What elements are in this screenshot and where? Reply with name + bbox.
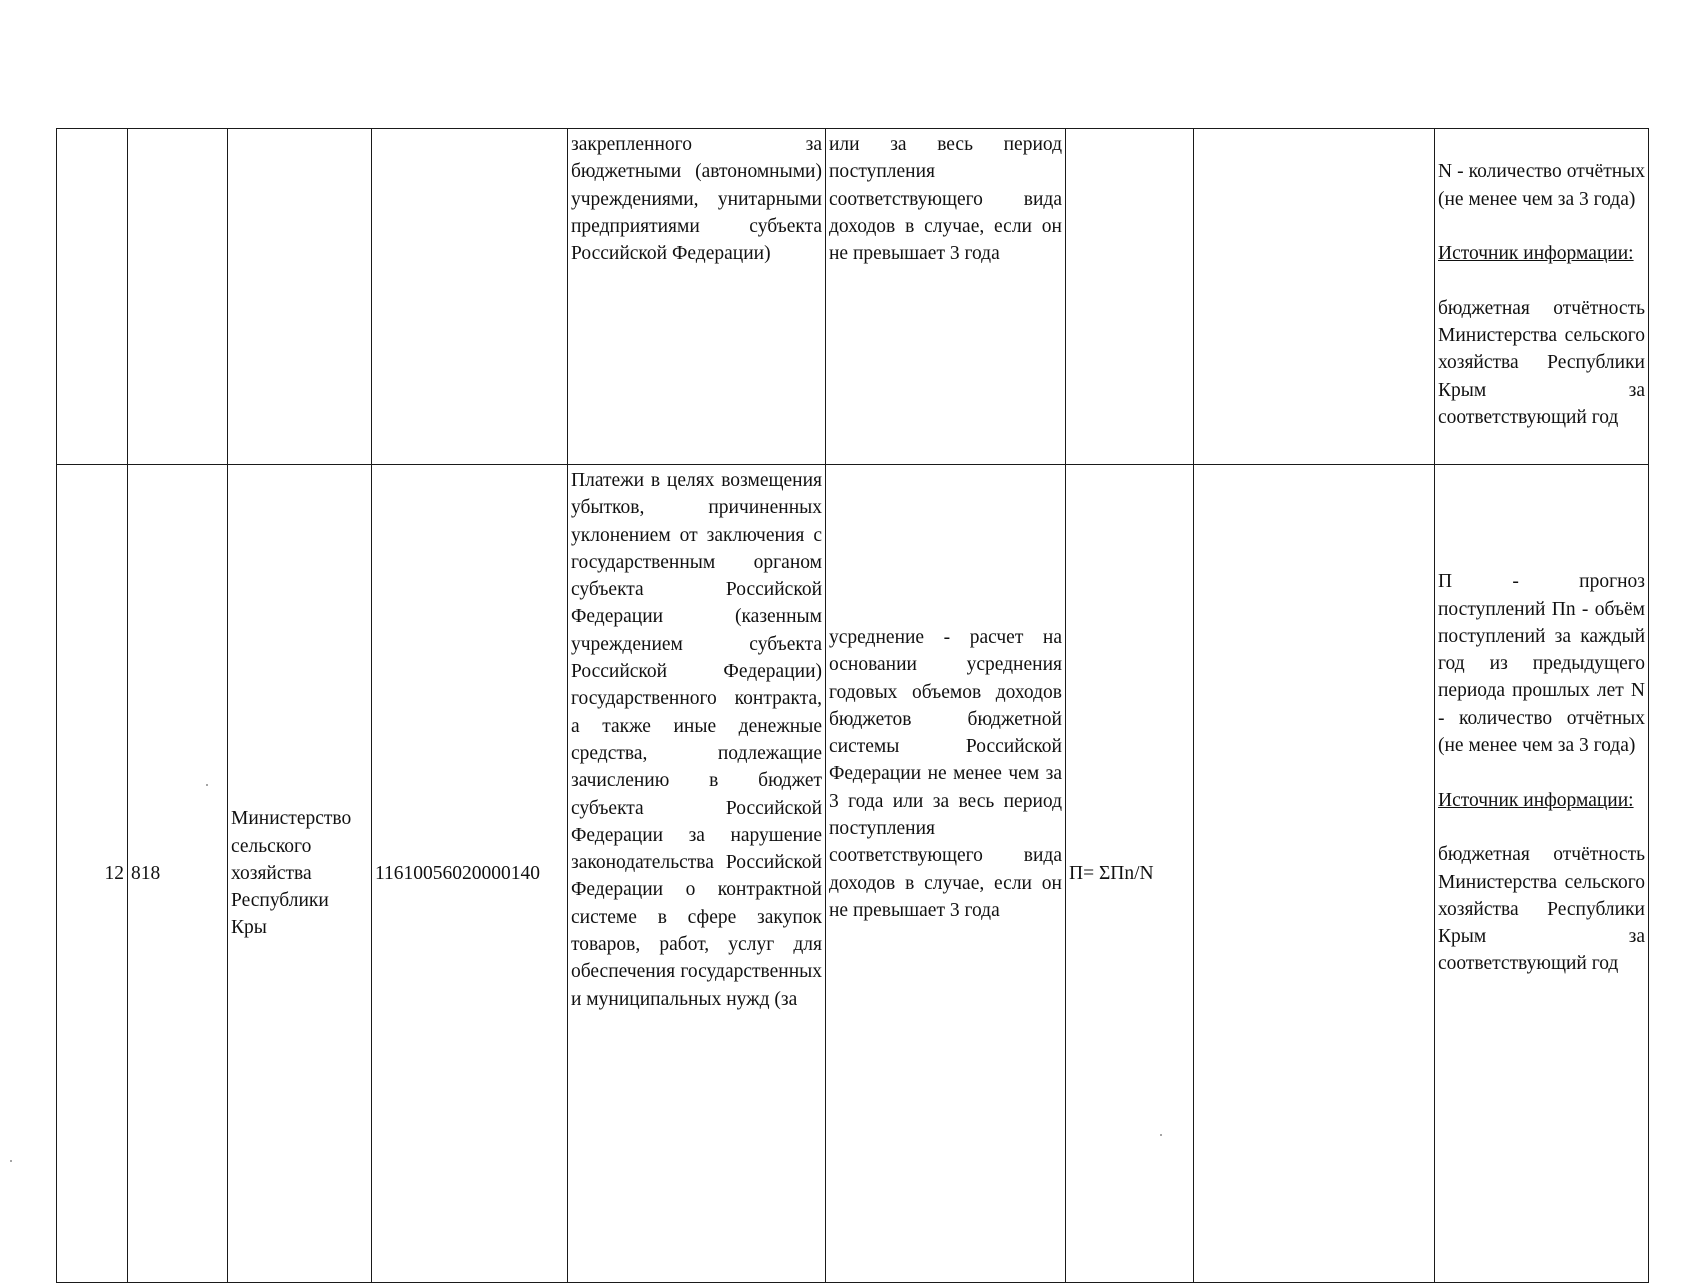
forecast-method-cell: усреднение - расчет на основании усреднения годовых объемов доходов бюджетов бюджетной системы Российской Федерации не менее чем за 3 года или за весь период поступления соответствующего вида доходов в случае, если он не превышает 3 года: [826, 465, 1066, 1283]
admin-code-cell: 818: [128, 465, 228, 1283]
formula-cell: П= ΣПn/N: [1066, 465, 1194, 1283]
kbk-cell: 11610056020000140: [372, 465, 568, 1283]
scan-speck: [10, 1160, 12, 1162]
row-number-cell: 12: [57, 465, 128, 1283]
forecast-method-cell: или за весь период поступления соответствующего вида доходов в случае, если он не превышает 3 года: [826, 129, 1066, 465]
row-number-cell: [57, 129, 128, 465]
revenue-name-cell: закрепленного за бюджетными (автономными) учреждениями, унитарными предприятиями субъекта Российской Федерации): [568, 129, 826, 465]
parameters-cell: [1435, 465, 1649, 1283]
kbk-cell: [372, 129, 568, 465]
table-row: [57, 129, 1649, 465]
table-row: [57, 465, 1649, 1283]
source-label: Источник информации:: [1438, 243, 1634, 265]
parameters-text: N - количество отчётных (не менее чем за 3 года): [1438, 161, 1645, 210]
revenue-forecast-table: [56, 128, 1649, 1283]
parameters-cell: [1435, 129, 1649, 465]
parameters-text: П - прогноз поступлений Пn - объём поступлений за каждый год из предыдущего периода прошлых лет N - количество отчётных (не менее чем за 3 года): [1438, 571, 1645, 757]
admin-code-cell: [128, 129, 228, 465]
administrator-cell: [228, 129, 372, 465]
revenue-name-cell: Платежи в целях возмещения убытков, причиненных уклонением от заключения с государственным органом субъекта Российской Федерации (казенным учреждением субъекта Российской Федерации) государственного контракта, а также иные денежные средства, подлежащие зачислению в бюджет субъекта Российской Федерации за нарушение законодательства Российской Федерации о контрактной системе в сфере закупок товаров, работ, услуг для обеспечения государственных и муниципальных нужд (за: [568, 465, 826, 1283]
administrator-cell: Министерство сельского хозяйства Республики Кры: [228, 465, 372, 1283]
formula-cell: [1066, 129, 1194, 465]
algorithm-cell: [1194, 129, 1435, 465]
source-text: бюджетная отчётность Министерства сельского хозяйства Республики Крым за соответствующий год: [1438, 844, 1645, 975]
source-text: бюджетная отчётность Министерства сельского хозяйства Республики Крым за соответствующий год: [1438, 297, 1645, 428]
algorithm-cell: [1194, 465, 1435, 1283]
source-label: Источник информации:: [1438, 789, 1634, 811]
